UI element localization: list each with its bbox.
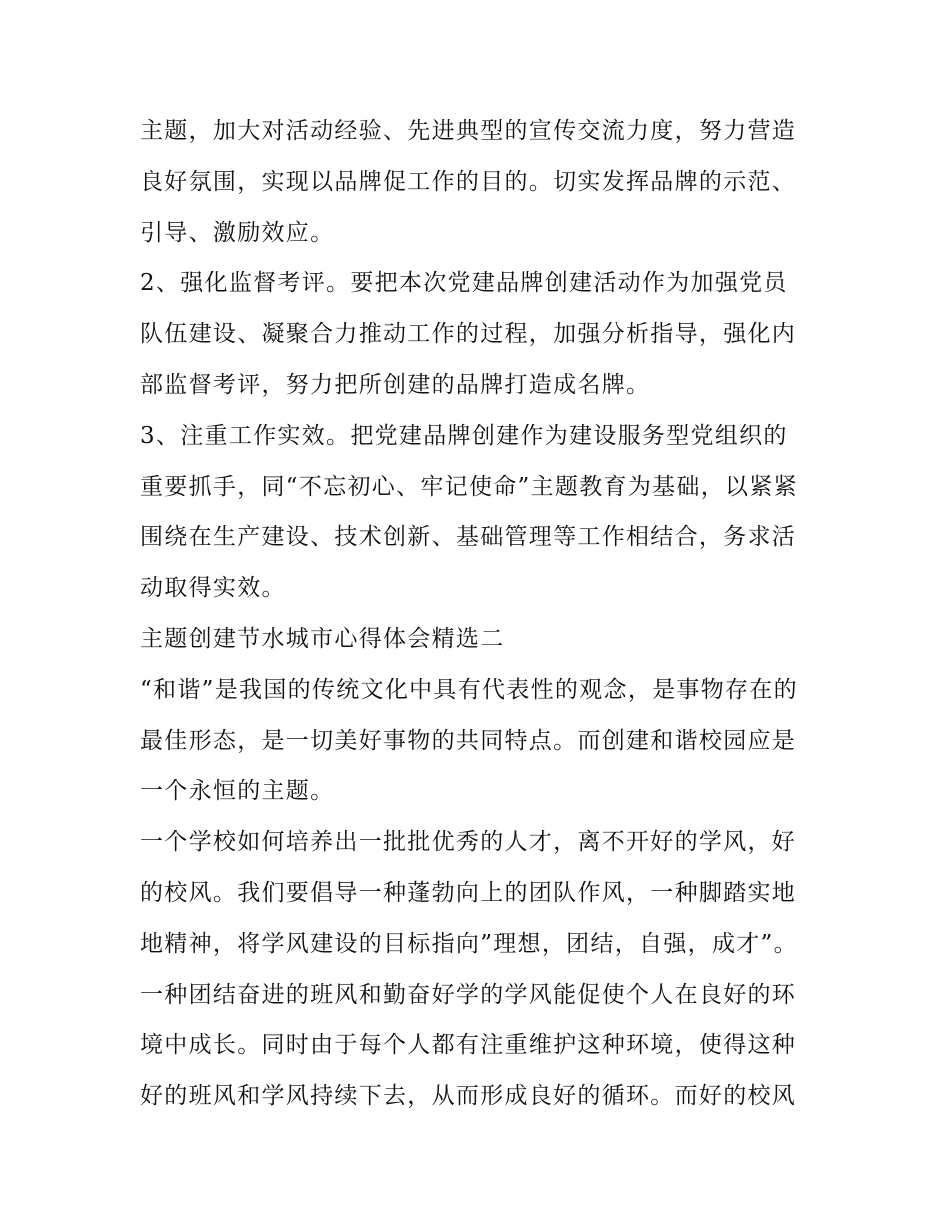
text-line: “和谐”是我国的传统文化中具有代表性的观念，是事物存在的 <box>140 676 798 703</box>
text-line: 好的班风和学风持续下去，从而形成良好的循环。而好的校风 <box>140 1083 797 1110</box>
text-line: 一种团结奋进的班风和勤奋好学的学风能促使个人在良好的环 <box>140 981 797 1008</box>
text-line: 一个永恒的主题。 <box>140 778 335 805</box>
text-line: 3、注重工作实效。把党建品牌创建作为建设服务型党组织的 <box>140 422 788 449</box>
section-heading: 主题创建节水城市心得体会精选二 <box>140 625 505 652</box>
text-line: 境中成长。同时由于每个人都有注重维护这种环境，使得这种 <box>140 1032 797 1059</box>
text-line: 部监督考评，努力把所创建的品牌打造成名牌。 <box>140 371 651 398</box>
text-line: 良好氛围，实现以品牌促工作的目的。切实发挥品牌的示范、 <box>140 168 797 195</box>
text-line: 一个学校如何培养出一批批优秀的人才，离不开好的学风，好 <box>140 829 797 856</box>
text-line: 的校风。我们要倡导一种蓬勃向上的团队作风，一种脚踏实地 <box>140 879 797 906</box>
text-line: 地精神，将学风建设的目标指向”理想，团结，自强，成才”。 <box>140 930 798 957</box>
text-line: 队伍建设、凝聚合力推动工作的过程，加强分析指导，强化内 <box>140 321 797 348</box>
text-line: 动取得实效。 <box>140 575 286 602</box>
document-body <box>140 106 820 1122</box>
text-line: 引导、激励效应。 <box>140 219 335 246</box>
text-line: 重要抓手，同“不忘初心、牢记使命”主题教育为基础，以紧紧 <box>140 473 798 500</box>
text-line: 主题，加大对活动经验、先进典型的宣传交流力度，努力营造 <box>140 118 797 144</box>
text-line: 最佳形态，是一切美好事物的共同特点。而创建和谐校园应是 <box>140 727 797 754</box>
text-line: 围绕在生产建设、技术创新、基础管理等工作相结合，务求活 <box>140 524 797 551</box>
text-line: 2、强化监督考评。要把本次党建品牌创建活动作为加强党员 <box>140 270 788 297</box>
